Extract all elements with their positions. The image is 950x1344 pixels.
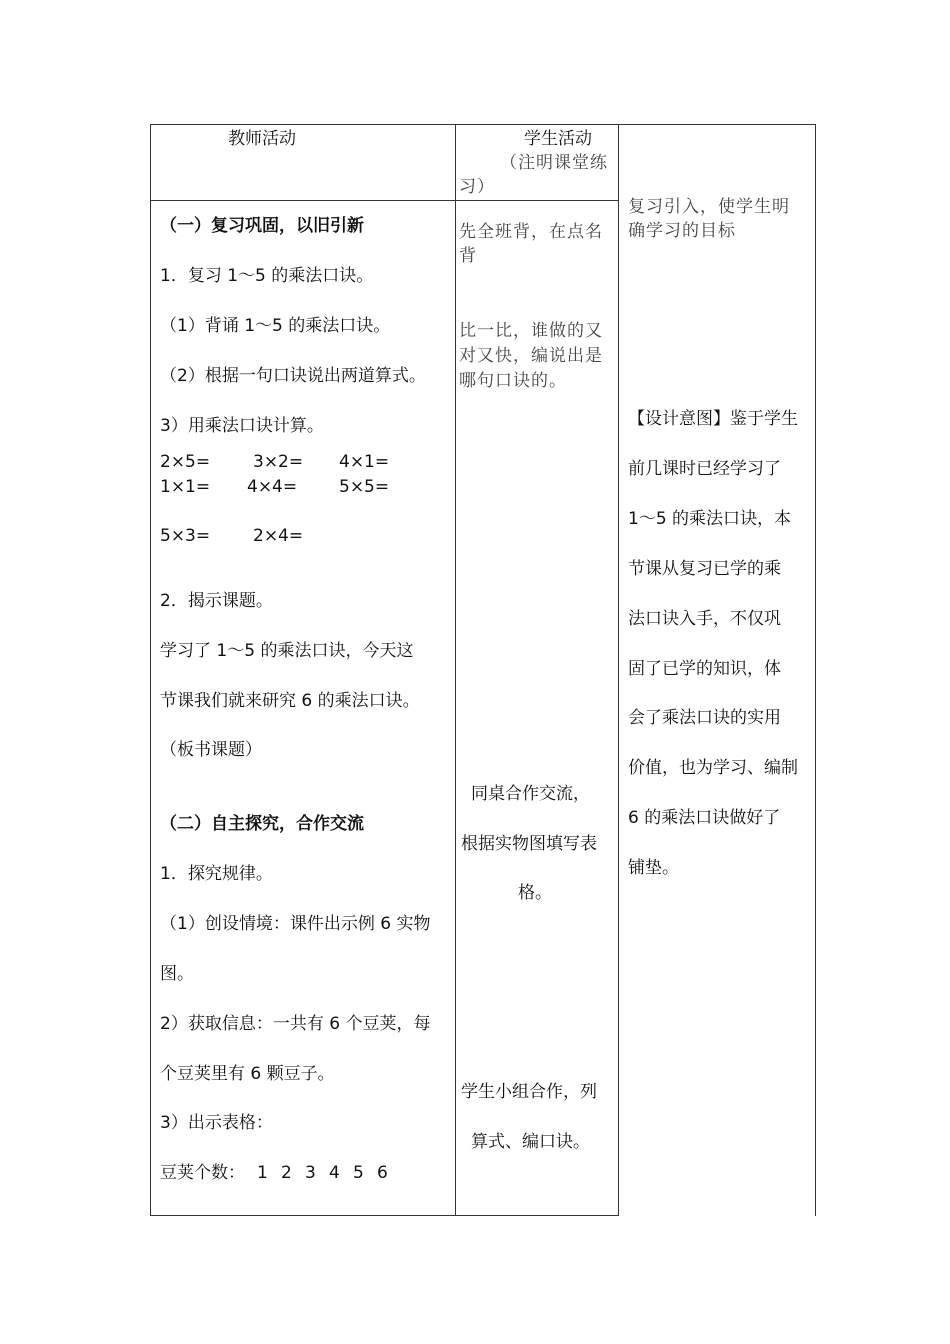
math-row-2-a: 1×1= — [160, 477, 211, 497]
math-row-1-b: 3×2= — [253, 452, 304, 472]
math-row-3-b: 2×4= — [253, 526, 304, 546]
s2-item1-2-line2: 个豆荚里有 6 颗豆子。 — [160, 1064, 335, 1084]
section1-heading: （一）复习巩固，以旧引新 — [160, 216, 364, 236]
s2-item1-2-line1: 2）获取信息：一共有 6 个豆荚，每 — [160, 1014, 431, 1034]
student-activity-3-line3: 格。 — [518, 883, 552, 903]
math-row-2-b: 4×4= — [247, 477, 298, 497]
student-activity-4-line1: 学生小组合作，列 — [461, 1082, 597, 1102]
table-bottom-border — [150, 1215, 618, 1216]
bean-table-label: 豆荚个数： — [160, 1163, 245, 1183]
student-activity-1-line2: 背 — [459, 246, 477, 266]
column-divider-2 — [618, 124, 619, 1216]
item2: 2．揭示课题。 — [160, 591, 273, 611]
table-right-border — [815, 124, 816, 1216]
header-student-note-2: 习） — [459, 177, 495, 197]
intent-intro-line2: 确学习的目标 — [628, 221, 736, 241]
header-student: 学生活动 — [524, 129, 592, 149]
item1-3: 3）用乘法口诀计算。 — [160, 416, 324, 436]
column-divider-1 — [455, 124, 456, 1216]
header-student-note-1: （注明课堂练 — [500, 153, 608, 173]
math-row-2-c: 5×5= — [339, 477, 390, 497]
math-row-1-c: 4×1= — [339, 452, 390, 472]
bean-table-value-4: 4 — [329, 1163, 340, 1183]
s2-item1: 1．探究规律。 — [160, 864, 273, 884]
student-activity-2-line2: 对又快，编说出是 — [459, 346, 603, 366]
student-activity-3-line1: 同桌合作交流， — [471, 784, 590, 804]
bean-table-value-5: 5 — [353, 1163, 364, 1183]
table-top-border — [150, 124, 815, 125]
design-intent-line-8: 价值，也为学习、编制 — [628, 758, 798, 778]
design-intent-line-5: 法口诀入手，不仅巩 — [628, 609, 781, 629]
math-row-1-a: 2×5= — [160, 452, 211, 472]
section2-heading: （二）自主探究，合作交流 — [160, 814, 364, 834]
s2-item1-1-line1: （1）创设情境：课件出示例 6 实物 — [160, 914, 431, 934]
table-left-border — [150, 124, 151, 1216]
intent-intro-line1: 复习引入，使学生明 — [628, 197, 790, 217]
student-activity-1-line1: 先全班背，在点名 — [459, 222, 603, 242]
design-intent-line-4: 节课从复习已学的乘 — [628, 559, 781, 579]
header-teacher: 教师活动 — [228, 129, 296, 149]
item2-note: （板书课题） — [160, 740, 262, 760]
design-intent-line-6: 固了已学的知识，体 — [628, 659, 781, 679]
design-intent-line-10: 铺垫。 — [628, 858, 679, 878]
item1: 1．复习 1～5 的乘法口诀。 — [160, 266, 374, 286]
student-activity-2-line3: 哪句口诀的。 — [459, 371, 567, 391]
item1-2: （2）根据一句口诀说出两道算式。 — [160, 366, 426, 386]
s2-item1-1-line2: 图。 — [160, 964, 194, 984]
math-row-3-a: 5×3= — [160, 526, 211, 546]
student-activity-4-line2: 算式、编口诀。 — [471, 1132, 590, 1152]
design-intent-line-3: 1～5 的乘法口诀，本 — [628, 509, 792, 529]
design-intent-line-7: 会了乘法口诀的实用 — [628, 708, 781, 728]
bean-table-value-1: 1 — [257, 1163, 268, 1183]
bean-table-value-2: 2 — [281, 1163, 292, 1183]
student-activity-2-line1: 比一比，谁做的又 — [459, 321, 603, 341]
header-divider — [150, 200, 618, 201]
s2-item1-3: 3）出示表格： — [160, 1113, 273, 1133]
item2-text-2: 节课我们就来研究 6 的乘法口诀。 — [160, 691, 420, 711]
design-intent-line-2: 前几课时已经学习了 — [628, 459, 781, 479]
design-intent-line-9: 6 的乘法口诀做好了 — [628, 808, 781, 828]
item1-1: （1）背诵 1～5 的乘法口诀。 — [160, 316, 391, 336]
design-intent-line-1: 【设计意图】鉴于学生 — [628, 409, 798, 429]
item2-text-1: 学习了 1～5 的乘法口诀，今天这 — [160, 641, 414, 661]
student-activity-3-line2: 根据实物图填写表 — [461, 834, 597, 854]
bean-table-value-6: 6 — [377, 1163, 388, 1183]
bean-table-value-3: 3 — [305, 1163, 316, 1183]
